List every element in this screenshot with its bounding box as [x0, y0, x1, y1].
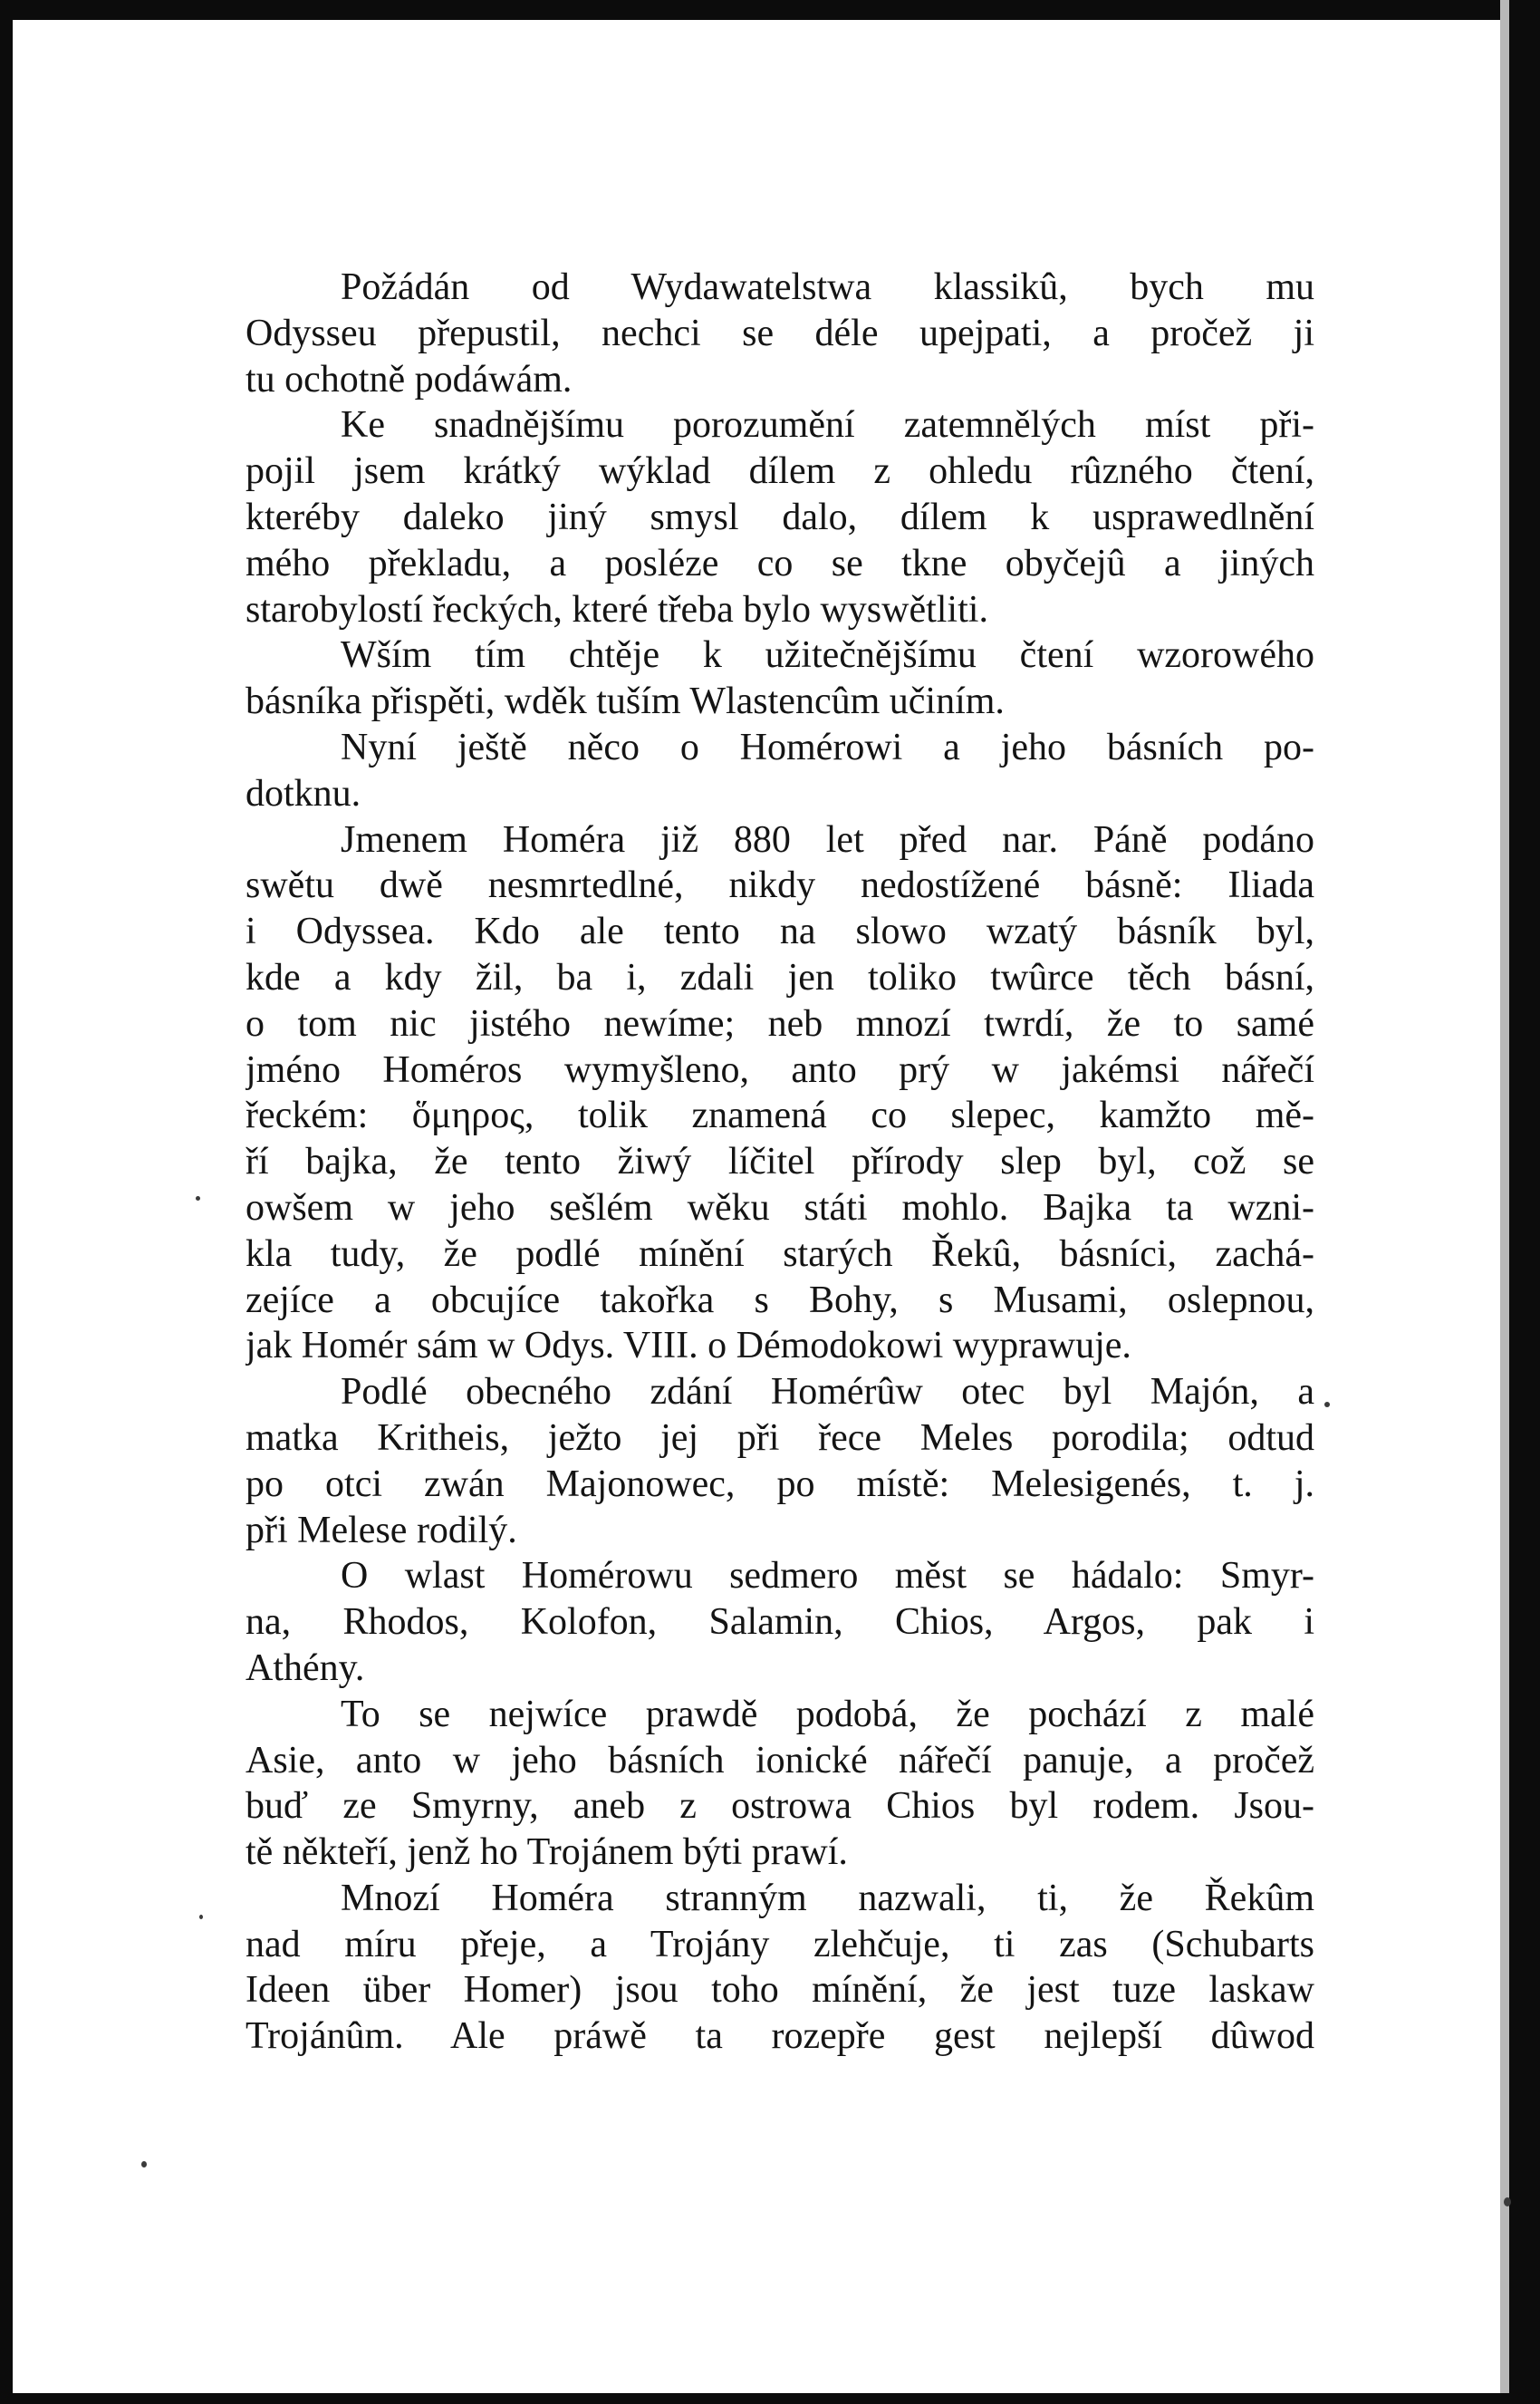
scan-speck [196, 1196, 200, 1201]
text-line: Mnozí Homéra stranným nazwali, ti, že Řekûm [341, 1877, 1314, 1919]
text-line: Podlé obecného zdání Homérûw otec byl Majón, a [341, 1371, 1314, 1414]
text-line: dotknu. [245, 772, 361, 815]
text-line: při Melese rodilý. [245, 1509, 517, 1551]
text-line: buď ze Smyrny, aneb z ostrowa Chios byl rodem. Jsou- [245, 1785, 1314, 1828]
text-line: po otci zwán Majonowec, po místě: Melesigenés, t. j. [245, 1463, 1314, 1505]
text-line: O wlast Homérowu sedmero měst se hádalo: Smyr- [341, 1555, 1314, 1598]
text-line: o tom nic jistého newíme; neb mnozí twrdí, že to samé [245, 1002, 1314, 1045]
page-body [245, 265, 1314, 2060]
text-line: Nyní ještě něco o Homérowi a jeho básních po- [341, 726, 1314, 768]
scan-binding-shadow [1500, 0, 1509, 2404]
text-line: Ideen über Homer) jsou toho mínění, že jest tuze laskaw [245, 1969, 1314, 2012]
text-line: i Odyssea. Kdo ale tento na slowo wzatý básník byl, [245, 911, 1314, 953]
text-line: básníka přispěti, wděk tuším Wlastencûm učiním. [245, 681, 1005, 723]
text-line: Odysseu přepustil, nechci se déle upejpati, a pročež ji [245, 312, 1314, 354]
scan-border-right [1509, 0, 1540, 2404]
text-line: Trojánûm. Ale práwě ta rozepře gest nejlepší dûwod [245, 2015, 1314, 2058]
scan-speck [1324, 1402, 1330, 1407]
text-line: kde a kdy žil, ba i, zdali jen toliko twûrce těch básní, [245, 956, 1314, 999]
text-line: jméno Homéros wymyšleno, anto prý w jakémsi nářečí [245, 1048, 1314, 1091]
scan-speck [199, 1915, 203, 1919]
text-line: Jmenem Homéra již 880 let před nar. Páně podáno [341, 818, 1314, 861]
text-line: starobylostí řeckých, které třeba bylo wyswětliti. [245, 588, 988, 631]
scan-speck [1504, 2197, 1511, 2206]
text-line: řeckém: ὅμηρος, tolik znamená co slepec, kamžto mě- [245, 1095, 1314, 1137]
text-line: Požádán od Wydawatelstwa klassikû, bych mu [341, 266, 1314, 308]
scan-border-top [0, 0, 1540, 20]
text-line: kteréby daleko jiný smysl dalo, dílem k usprawedlnění [245, 496, 1314, 538]
scan-speck [141, 2161, 147, 2167]
text-line: na, Rhodos, Kolofon, Salamin, Chios, Argos, pak i [245, 1601, 1314, 1644]
scan-border-left [0, 0, 13, 2404]
text-line: Asie, anto w jeho básních ionické nářečí panuje, a pročež [245, 1739, 1314, 1781]
text-line: mého překladu, a posléze co se tkne obyčejû a jiných [245, 542, 1314, 584]
text-line: matka Kritheis, ježto jej při řece Meles porodila; odtud [245, 1416, 1314, 1459]
text-line: Athény. [245, 1646, 365, 1689]
text-line: ří bajka, že tento žiwý líčitel přírody slep byl, což se [245, 1141, 1314, 1183]
scan-border-bottom [0, 2393, 1540, 2404]
text-line: zejíce a obcujíce takořka s Bohy, s Musami, oslepnou, [245, 1279, 1314, 1321]
text-line: To se nejwíce prawdě podobá, že pochází z malé [341, 1693, 1314, 1735]
text-line: tě někteří, jenž ho Trojánem býti prawí. [245, 1831, 848, 1874]
text-line: jak Homér sám w Odys. VIII. o Démodokowi wyprawuje. [245, 1325, 1131, 1367]
text-line: Ke snadnějšímu porozumění zatemnělých míst při- [341, 404, 1314, 447]
text-line: tu ochotně podáwám. [245, 358, 573, 401]
text-line: kla tudy, že podlé mínění starých Řekû, básníci, zachá- [245, 1232, 1314, 1275]
text-line: owšem w jeho sešlém wěku státi mohlo. Bajka ta wzni- [245, 1186, 1314, 1229]
text-line: Wším tím chtěje k užitečnějšímu čtení wzorowého [341, 634, 1314, 677]
text-line: pojil jsem krátký wýklad dílem z ohledu rûzného čtení, [245, 450, 1314, 493]
text-line: swětu dwě nesmrtedlné, nikdy nedostížené básně: Iliada [245, 864, 1314, 907]
text-line: nad míru přeje, a Trojány zlehčuje, ti zas (Schubarts [245, 1923, 1314, 1965]
